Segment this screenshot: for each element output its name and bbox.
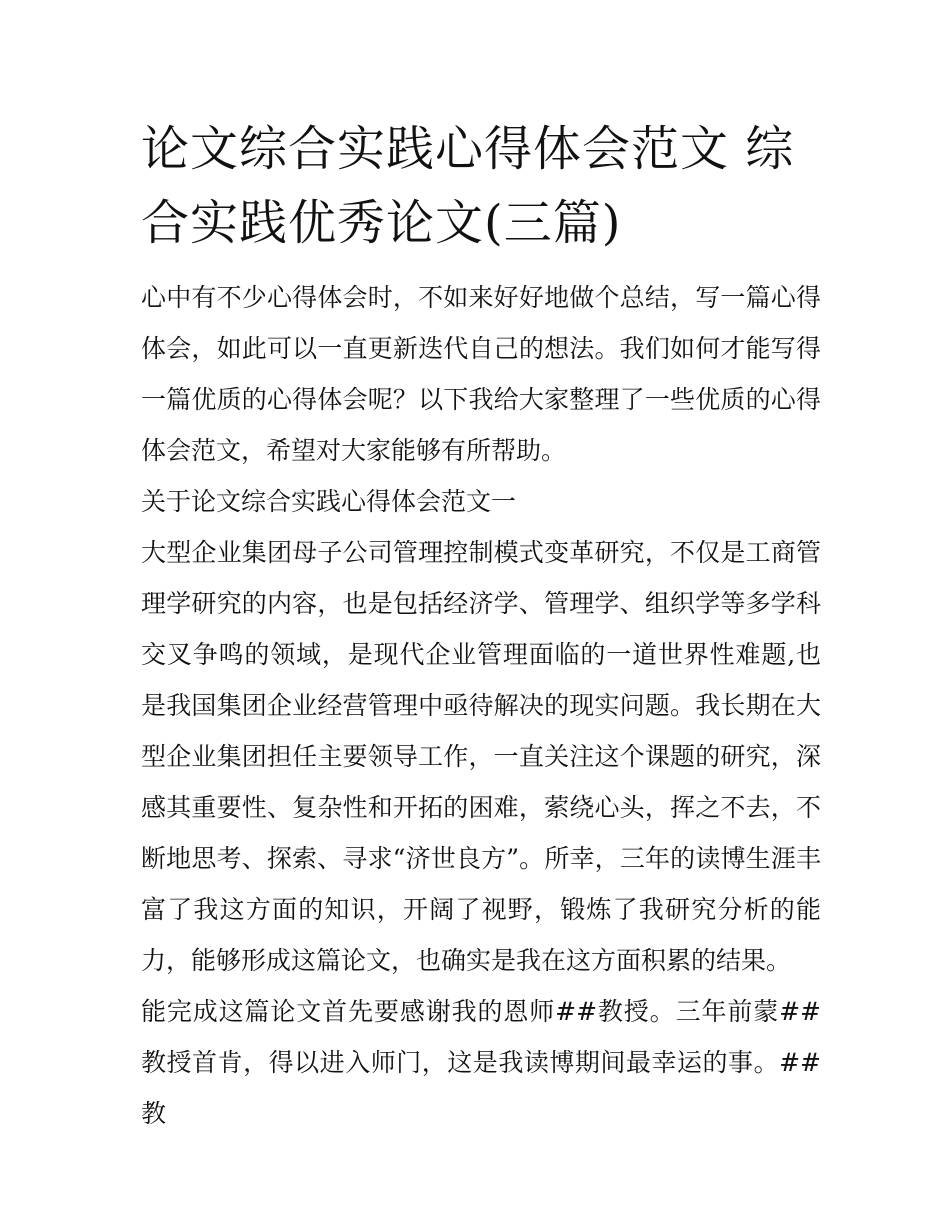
- section-heading: 关于论文综合实践心得体会范文一: [141, 487, 517, 516]
- document-title: 论文综合实践心得体会范文 综合实践优秀论文(三篇): [141, 121, 795, 251]
- body-paragraph: 能完成这篇论文首先要感谢我的恩师##教授。三年前蒙##教授首肯，得以进入师门，这是我读博期间最幸运的事。##教: [141, 997, 821, 1128]
- document-content: [141, 112, 821, 1139]
- intro-paragraph: 心中有不少心得体会时，不如来好好地做个总结，写一篇心得体会，如此可以一直更新迭代自己的想法。我们如何才能写得一篇优质的心得体会呢？以下我给大家整理了一些优质的心得体会范文，希望对大家能够有所帮助。: [141, 283, 821, 465]
- document-body: [141, 272, 821, 1139]
- body-paragraph: 大型企业集团母子公司管理控制模式变革研究，不仅是工商管理学研究的内容，也是包括经济学、管理学、组织学等多学科交叉争鸣的领域，是现代企业管理面临的一道世界性难题,也是我国集团企业经营管理中亟待解决的现实问题。我长期在大型企业集团担任主要领导工作，一直关注这个课题的研究，深感其重要性、复杂性和开拓的困难，萦绕心头，挥之不去，不断地思考、探索、寻求“济世良方”。所幸，三年的读博生涯丰富了我这方面的知识，开阔了视野，锻炼了我研究分析的能力，能够形成这篇论文，也确实是我在这方面积累的结果。: [141, 538, 821, 975]
